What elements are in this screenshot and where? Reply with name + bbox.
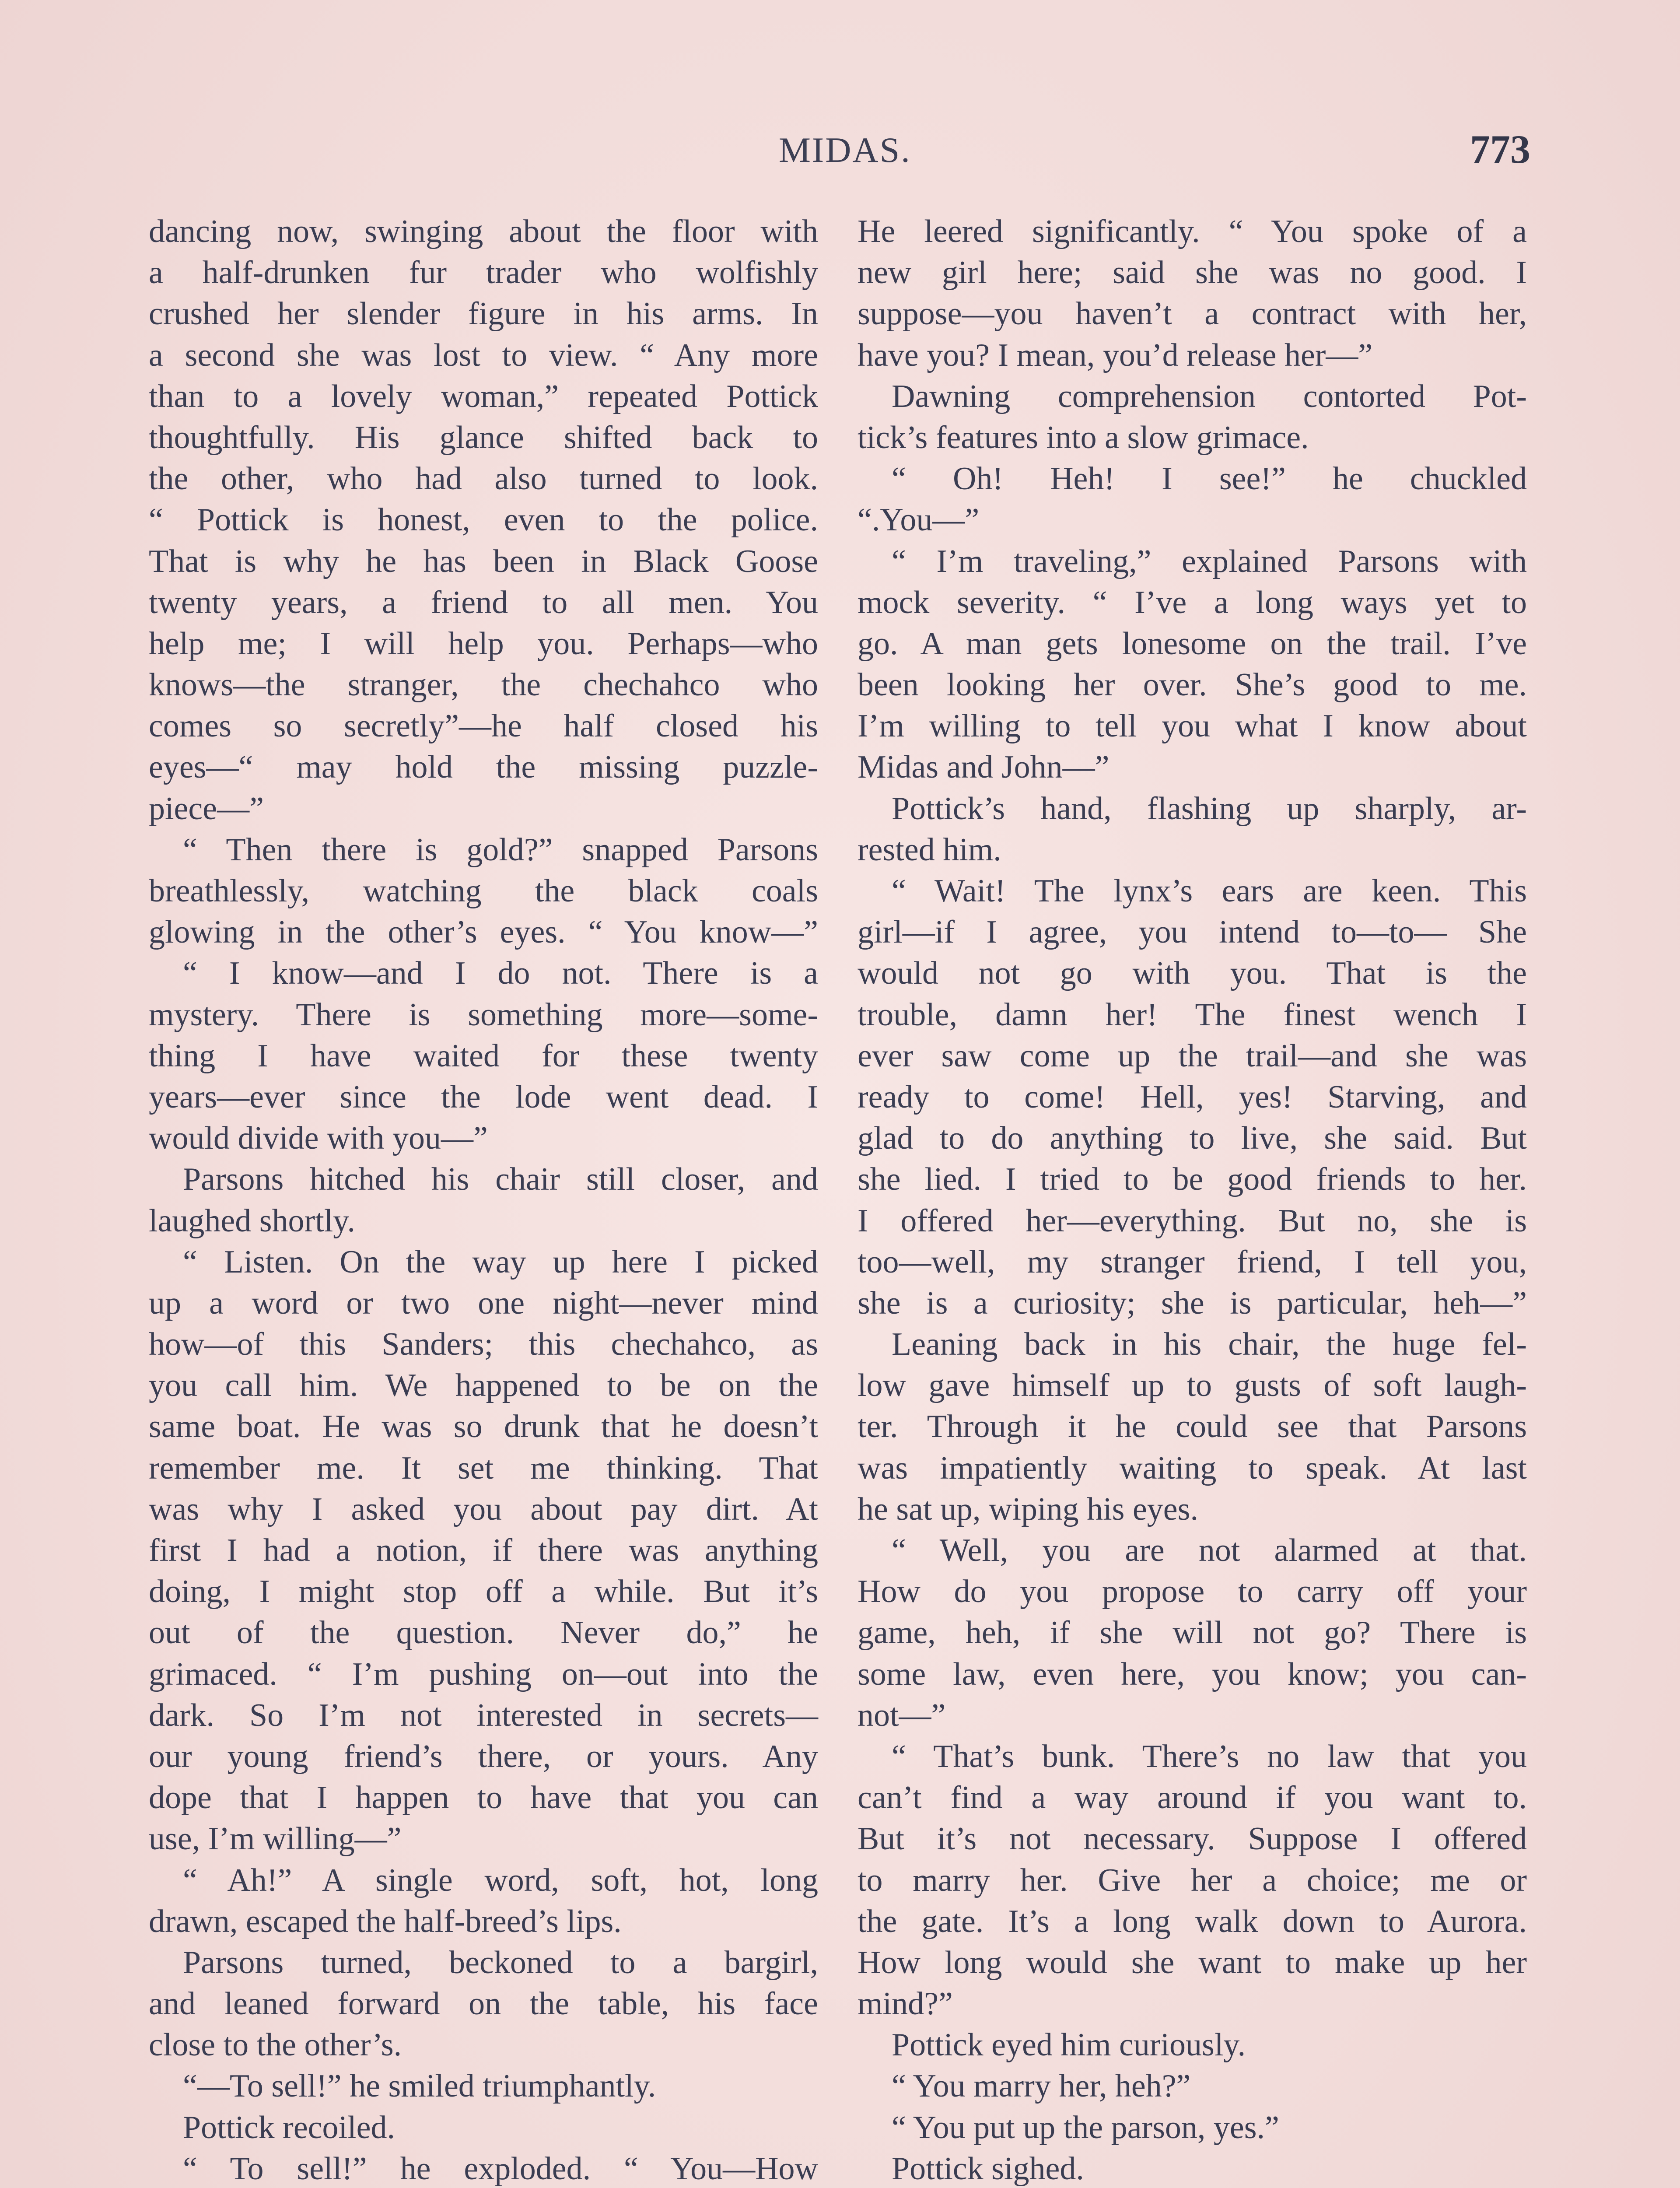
text-line: “ I know—and I do not. There is a: [183, 955, 818, 992]
text-line: go. A man gets lonesome on the trail. I’ve: [858, 625, 1527, 662]
text-line: Pottick eyed him curiously.: [892, 2027, 1246, 2063]
text-line: “ Well, you are not alarmed at that.: [892, 1532, 1527, 1568]
text-line: too—well, my stranger friend, I tell you,: [858, 1244, 1527, 1280]
text-line: Dawning comprehension contorted Pot-: [892, 378, 1527, 414]
text-line: than to a lovely woman,” repeated Pottick: [149, 378, 818, 414]
text-line: she is a curiosity; she is particular, heh—”: [858, 1285, 1527, 1321]
text-line: twenty years, a friend to all men. You: [149, 584, 818, 621]
text-line: help me; I will help you. Perhaps—who: [149, 625, 818, 662]
text-line: game, heh, if she will not go? There is: [858, 1615, 1527, 1651]
right-text-column: [858, 211, 1527, 2188]
text-line: mystery. There is something more—some-: [149, 996, 818, 1033]
running-title: MIDAS.: [779, 130, 911, 170]
text-line: rested him.: [858, 831, 1001, 868]
page-number: 773: [1470, 127, 1530, 172]
text-line: ready to come! Hell, yes! Starving, and: [858, 1079, 1527, 1115]
text-line: close to the other’s.: [149, 2027, 402, 2063]
text-line: “ I’m traveling,” explained Parsons with: [892, 543, 1527, 579]
text-line: to marry her. Give her a choice; me or: [858, 1862, 1527, 1898]
text-line: breathlessly, watching the black coals: [149, 873, 818, 909]
text-line: was impatiently waiting to speak. At last: [858, 1450, 1527, 1486]
text-line: been looking her over. She’s good to me.: [858, 667, 1527, 703]
text-line: how—of this Sanders; this chechahco, as: [149, 1326, 818, 1363]
text-line: Parsons turned, beckoned to a bargirl,: [183, 1944, 818, 1981]
text-line: she lied. I tried to be good friends to her.: [858, 1161, 1527, 1198]
text-line: you call him. We happened to be on the: [149, 1368, 818, 1404]
text-line: laughed shortly.: [149, 1203, 356, 1239]
text-line: How do you propose to carry off your: [858, 1574, 1527, 1610]
text-line: Pottick recoiled.: [183, 2109, 395, 2146]
text-line: remember me. It set me thinking. That: [149, 1450, 818, 1486]
text-line: a half-drunken fur trader who wolfishly: [149, 255, 818, 291]
text-line: knows—the stranger, the chechahco who: [149, 667, 818, 703]
text-line: mind?”: [858, 1986, 953, 2022]
text-line: “—To sell!” he smiled triumphantly.: [183, 2068, 656, 2104]
text-line: out of the question. Never do,” he: [149, 1615, 818, 1651]
text-line: mock severity. “ I’ve a long ways yet to: [858, 584, 1527, 621]
text-line: “ Oh! Heh! I see!” he chuckled: [892, 461, 1527, 497]
text-line: he sat up, wiping his eyes.: [858, 1491, 1198, 1527]
text-line: “ That’s bunk. There’s no law that you: [892, 1738, 1527, 1774]
text-line: “.You—”: [858, 502, 980, 538]
text-line: dope that I happen to have that you can: [149, 1780, 818, 1816]
text-line: “ Ah!” A single word, soft, hot, long: [183, 1862, 818, 1898]
text-line: glowing in the other’s eyes. “ You know—”: [149, 914, 818, 950]
text-line: dark. So I’m not interested in secrets—: [149, 1697, 818, 1733]
text-line: How long would she want to make up her: [858, 1944, 1527, 1981]
text-line: Leaning back in his chair, the huge fel-: [892, 1326, 1527, 1363]
text-line: comes so secretly”—he half closed his: [149, 708, 818, 744]
text-line: would divide with you—”: [149, 1120, 488, 1157]
text-line: I’m willing to tell you what I know about: [858, 708, 1527, 744]
text-line: the gate. It’s a long walk down to Aurora.: [858, 1903, 1527, 1939]
text-line: trouble, damn her! The finest wench I: [858, 996, 1527, 1033]
text-line: ever saw come up the trail—and she was: [858, 1038, 1527, 1074]
text-line: crushed her slender figure in his arms. In: [149, 296, 818, 332]
text-line: “ To sell!” he exploded. “ You—How: [183, 2150, 818, 2187]
text-line: “ Then there is gold?” snapped Parsons: [183, 831, 818, 868]
text-line: “ You put up the parson, yes.”: [892, 2109, 1279, 2146]
text-line: drawn, escaped the half-breed’s lips.: [149, 1903, 622, 1939]
text-line: Parsons hitched his chair still closer, and: [183, 1161, 818, 1198]
text-line: years—ever since the lode went dead. I: [149, 1079, 818, 1115]
text-line: glad to do anything to live, she said. But: [858, 1120, 1527, 1157]
text-line: up a word or two one night—never mind: [149, 1285, 818, 1321]
left-text-column: [149, 211, 818, 2188]
text-line: doing, I might stop off a while. But it’s: [149, 1574, 818, 1610]
text-line: can’t find a way around if you want to.: [858, 1780, 1527, 1816]
text-line: low gave himself up to gusts of soft laugh-: [858, 1368, 1527, 1404]
text-line: our young friend’s there, or yours. Any: [149, 1738, 818, 1774]
text-line: some law, even here, you know; you can-: [858, 1656, 1527, 1692]
text-line: suppose—you haven’t a contract with her,: [858, 296, 1527, 332]
text-line: That is why he has been in Black Goose: [149, 543, 818, 579]
text-line: ter. Through it he could see that Parsons: [858, 1409, 1527, 1445]
text-line: and leaned forward on the table, his face: [149, 1986, 818, 2022]
text-line: thoughtfully. His glance shifted back to: [149, 419, 818, 456]
text-line: Pottick sighed.: [892, 2150, 1084, 2187]
text-line: have you? I mean, you’d release her—”: [858, 337, 1373, 373]
text-line: piece—”: [149, 790, 264, 827]
text-line: tick’s features into a slow grimace.: [858, 419, 1309, 456]
text-line: new girl here; said she was no good. I: [858, 255, 1527, 291]
text-line: But it’s not necessary. Suppose I offered: [858, 1821, 1527, 1857]
text-line: eyes—“ may hold the missing puzzle-: [149, 749, 818, 785]
text-line: “ Listen. On the way up here I picked: [183, 1244, 818, 1280]
text-line: I offered her—everything. But no, she is: [858, 1203, 1527, 1239]
text-line: He leered significantly. “ You spoke of a: [858, 214, 1527, 249]
text-line: Midas and John—”: [858, 749, 1110, 785]
text-line: use, I’m willing—”: [149, 1821, 402, 1857]
text-line: first I had a notion, if there was anything: [149, 1532, 818, 1568]
text-line: “ You marry her, heh?”: [892, 2068, 1191, 2104]
text-line: the other, who had also turned to look.: [149, 461, 818, 497]
text-line: “ Pottick is honest, even to the police.: [149, 502, 818, 538]
text-line: “ Wait! The lynx’s ears are keen. This: [892, 873, 1527, 909]
text-line: same boat. He was so drunk that he doesn’t: [149, 1409, 818, 1445]
text-line: girl—if I agree, you intend to—to— She: [858, 914, 1527, 950]
text-line: dancing now, swinging about the floor with: [149, 214, 818, 249]
text-line: was why I asked you about pay dirt. At: [149, 1491, 818, 1527]
text-line: a second she was lost to view. “ Any more: [149, 337, 818, 373]
text-line: Pottick’s hand, flashing up sharply, ar-: [892, 790, 1527, 827]
text-line: not—”: [858, 1697, 946, 1733]
text-line: would not go with you. That is the: [858, 955, 1527, 992]
running-head: [0, 127, 1680, 182]
text-line: thing I have waited for these twenty: [149, 1038, 818, 1074]
text-line: grimaced. “ I’m pushing on—out into the: [149, 1656, 818, 1692]
